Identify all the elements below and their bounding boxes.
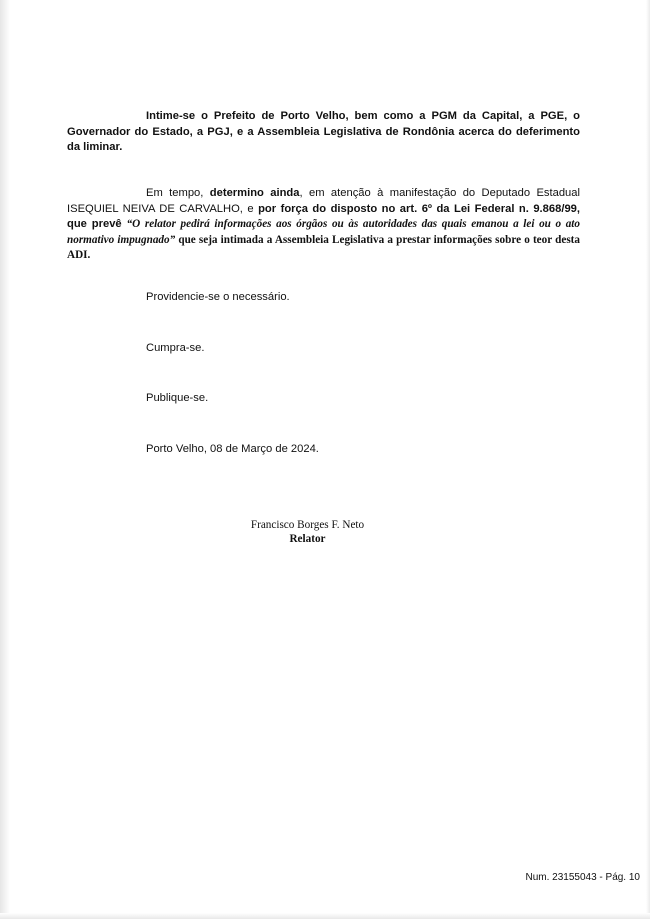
paragraph-em-tempo [67, 186, 580, 264]
citacao-text: “O relator pedirá informações aos órgãos ou às autoridades das quais emanou a lei ou o ato normativo impugnado” [67, 218, 580, 246]
providencie-line: Providencie-se o necessário. [146, 291, 290, 303]
intimacao-text: Intime-se o Prefeito de Porto Velho, bem como a PGM da Capital, a PGE, o Governador do Estado, a PGJ, e a Assembleia Legislativa de Rondônia acerca do deferimento da liminar. [67, 110, 580, 153]
intimada-text: que seja intimada a Assembleia Legislativa a prestar informações sobre o teor desta ADI. [67, 233, 580, 261]
lei-federal-text: por força do disposto no art. 6º da Lei Federal n. 9.868/99, que prevê [67, 202, 580, 230]
paragraph-intimacao [67, 109, 580, 156]
determino-text: determino ainda [209, 187, 300, 199]
place-date-line: Porto Velho, 08 de Março de 2024. [146, 443, 319, 455]
signature-role: Relator [289, 533, 326, 545]
page-footer: Num. 23155043 - Pág. 10 [525, 872, 640, 883]
cumpra-line: Cumpra-se. [146, 342, 205, 354]
publique-line: Publique-se. [146, 392, 209, 404]
signature-name: Francisco Borges F. Neto [250, 519, 365, 531]
page-shadow-bottom [0, 913, 650, 919]
em-tempo-text: Em tempo, [146, 187, 210, 199]
deputado-text: , em atenção à manifestação do Deputado Estadual ISEQUIEL NEIVA DE CARVALHO, e [67, 187, 580, 215]
page-shadow-right [646, 0, 650, 919]
page-shadow-left [0, 0, 10, 919]
